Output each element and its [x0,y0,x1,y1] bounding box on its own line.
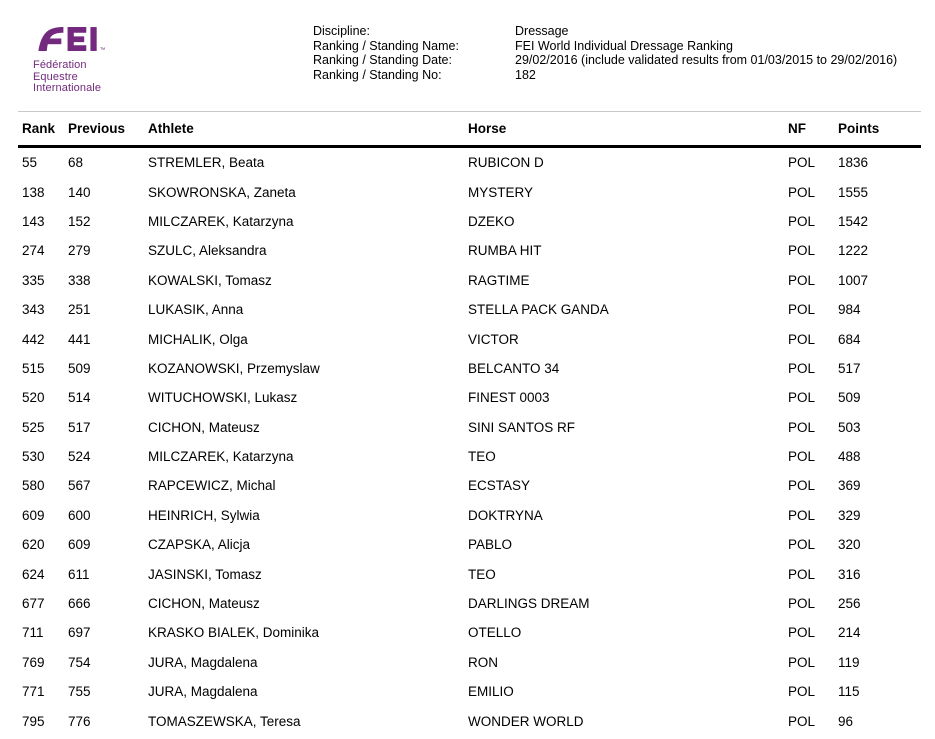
points-cell: 115 [838,684,860,700]
table-row [18,648,921,677]
horse-cell: RUMBA HIT [468,243,542,259]
nf-cell: POL [788,243,816,259]
points-cell: 369 [838,478,861,494]
horse-cell: WONDER WORLD [468,713,584,729]
fei-logo [33,26,173,95]
nf-cell: POL [788,419,816,435]
rank-cell: 442 [22,331,45,347]
rank-cell: 143 [22,213,45,229]
previous-cell: 600 [68,507,91,523]
nf-cell: POL [788,713,816,729]
nf-cell: POL [788,566,816,582]
points-cell: 119 [838,654,860,670]
athlete-cell: TOMASZEWSKA, Teresa [148,713,301,729]
column-header-horse: Horse [464,112,784,147]
athlete-cell: JASINSKI, Tomasz [148,566,262,582]
athlete-cell: CICHON, Mateusz [148,419,260,435]
rank-cell: 711 [22,625,44,641]
nf-cell: POL [788,390,816,406]
ranking-table-body [18,147,921,736]
table-row [18,559,921,588]
horse-cell: BELCANTO 34 [468,360,560,376]
nf-cell: POL [788,155,816,171]
ranking-table [18,111,921,736]
horse-cell: RAGTIME [468,272,530,288]
athlete-cell: CZAPSKA, Alicja [148,537,251,553]
athlete-cell: STREMLER, Beata [148,155,265,171]
logo-tagline [33,60,173,95]
previous-cell: 279 [68,243,91,259]
previous-cell: 524 [68,449,91,465]
info-row-discipline [313,24,897,39]
athlete-cell: SZULC, Aleksandra [148,243,267,259]
table-row [18,147,921,178]
table-row [18,471,921,500]
rank-cell: 138 [22,184,45,200]
horse-cell: DARLINGS DREAM [468,596,590,612]
fei-logo-icon [37,26,121,52]
info-value: 29/02/2016 (include validated results from 01/03/2015 to 29/02/2016) [515,53,898,68]
logo-tagline-line: Equestre [33,70,78,83]
nf-cell: POL [788,684,816,700]
table-row [18,530,921,559]
athlete-cell: SKOWRONSKA, Zaneta [148,184,296,200]
previous-cell: 666 [68,596,91,612]
previous-cell: 755 [68,684,91,700]
previous-cell: 754 [68,654,91,670]
nf-cell: POL [788,449,816,465]
points-cell: 329 [838,507,861,523]
horse-cell: TEO [468,449,496,465]
table-row [18,354,921,383]
athlete-cell: JURA, Magdalena [148,654,258,670]
previous-cell: 68 [68,155,84,171]
rank-cell: 343 [22,302,45,318]
horse-cell: ECSTASY [468,478,531,494]
rank-cell: 624 [22,566,45,582]
previous-cell: 509 [68,360,91,376]
ranking-table-header [18,112,921,147]
previous-cell: 567 [68,478,91,494]
table-row [18,266,921,295]
athlete-cell: JURA, Magdalena [148,684,258,700]
rank-cell: 769 [22,654,45,670]
horse-cell: MYSTERY [468,184,534,200]
nf-cell: POL [788,360,816,376]
table-row [18,442,921,471]
horse-cell: SINI SANTOS RF [468,419,576,435]
table-row [18,324,921,353]
horse-cell: OTELLO [468,625,522,641]
points-cell: 1836 [838,155,869,171]
info-label: Discipline: [313,24,370,38]
athlete-cell: MILCZAREK, Katarzyna [148,449,294,465]
table-row [18,383,921,412]
nf-cell: POL [788,272,816,288]
athlete-cell: CICHON, Mateusz [148,596,260,612]
table-row [18,177,921,206]
points-cell: 316 [838,566,861,582]
athlete-cell: KOZANOWSKI, Przemyslaw [148,360,320,376]
column-header-previous: Previous [64,112,144,147]
previous-cell: 140 [68,184,91,200]
rank-cell: 525 [22,419,45,435]
horse-cell: RON [468,654,498,670]
rank-cell: 515 [22,360,45,376]
points-cell: 1542 [838,213,869,229]
info-row-ranking-no [313,68,897,83]
table-row [18,677,921,706]
previous-cell: 611 [68,566,90,582]
nf-cell: POL [788,625,816,641]
ranking-table-wrap [18,111,921,736]
nf-cell: POL [788,596,816,612]
info-label: Ranking / Standing Name: [313,38,459,53]
nf-cell: POL [788,507,816,523]
column-header-points: Points [834,112,921,147]
athlete-cell: MICHALIK, Olga [148,331,248,347]
nf-cell: POL [788,537,816,553]
trademark-symbol: ™ [99,47,106,52]
table-row [18,295,921,324]
table-row [18,589,921,618]
rank-cell: 530 [22,449,45,465]
previous-cell: 776 [68,713,91,729]
athlete-cell: LUKASIK, Anna [148,302,244,318]
horse-cell: EMILIO [468,684,514,700]
nf-cell: POL [788,302,816,318]
previous-cell: 517 [68,419,91,435]
table-row [18,618,921,647]
horse-cell: RUBICON D [468,155,544,171]
points-cell: 1007 [838,272,869,288]
points-cell: 503 [838,419,861,435]
points-cell: 509 [838,390,861,406]
points-cell: 214 [838,625,861,641]
horse-cell: FINEST 0003 [468,390,550,406]
athlete-cell: MILCZAREK, Katarzyna [148,213,294,229]
previous-cell: 251 [68,302,91,318]
rank-cell: 795 [22,713,45,729]
column-header-rank: Rank [18,112,64,147]
athlete-cell: KRASKO BIALEK, Dominika [148,625,320,641]
rank-cell: 274 [22,243,45,259]
points-cell: 684 [838,331,861,347]
previous-cell: 697 [68,625,91,641]
table-row [18,706,921,735]
rank-cell: 620 [22,537,45,553]
info-value: FEI World Individual Dressage Ranking [515,38,733,53]
logo-tagline-line: Internationale [33,82,102,94]
points-cell: 320 [838,537,861,553]
table-row [18,236,921,265]
athlete-cell: KOWALSKI, Tomasz [148,272,272,288]
rank-cell: 771 [22,684,45,700]
points-cell: 984 [838,302,861,318]
points-cell: 96 [838,713,854,729]
points-cell: 256 [838,596,861,612]
nf-cell: POL [788,213,816,229]
points-cell: 488 [838,449,861,465]
points-cell: 1555 [838,184,869,200]
horse-cell: VICTOR [468,331,519,347]
previous-cell: 609 [68,537,91,553]
horse-cell: TEO [468,566,496,582]
table-row [18,413,921,442]
rank-cell: 677 [22,596,45,612]
nf-cell: POL [788,478,816,494]
horse-cell: PABLO [468,537,513,553]
rank-cell: 609 [22,507,45,523]
column-header-athlete: Athlete [144,112,464,147]
ranking-info [313,24,897,83]
info-row-ranking-date [313,53,897,68]
table-row [18,207,921,236]
horse-cell: DOKTRYNA [468,507,543,523]
info-label: Ranking / Standing No: [313,68,442,83]
horse-cell: STELLA PACK GANDA [468,302,609,318]
column-header-nf: NF [784,112,834,147]
previous-cell: 152 [68,213,91,229]
athlete-cell: HEINRICH, Sylwia [148,507,260,523]
nf-cell: POL [788,331,816,347]
rank-cell: 335 [22,272,45,288]
athlete-cell: WITUCHOWSKI, Lukasz [148,390,298,406]
nf-cell: POL [788,184,816,200]
info-value: Dressage [515,24,569,38]
points-cell: 1222 [838,243,869,259]
points-cell: 517 [838,360,861,376]
rank-cell: 55 [22,155,38,171]
table-row [18,501,921,530]
previous-cell: 514 [68,390,91,406]
horse-cell: DZEKO [468,213,515,229]
logo-tagline-line: Fédération [33,59,87,71]
nf-cell: POL [788,654,816,670]
previous-cell: 441 [68,331,91,347]
previous-cell: 338 [68,272,91,288]
info-label: Ranking / Standing Date: [313,53,452,68]
rank-cell: 520 [22,390,45,406]
info-value: 182 [515,68,536,83]
info-row-ranking-name [313,39,897,54]
athlete-cell: RAPCEWICZ, Michal [148,478,276,494]
rank-cell: 580 [22,478,45,494]
